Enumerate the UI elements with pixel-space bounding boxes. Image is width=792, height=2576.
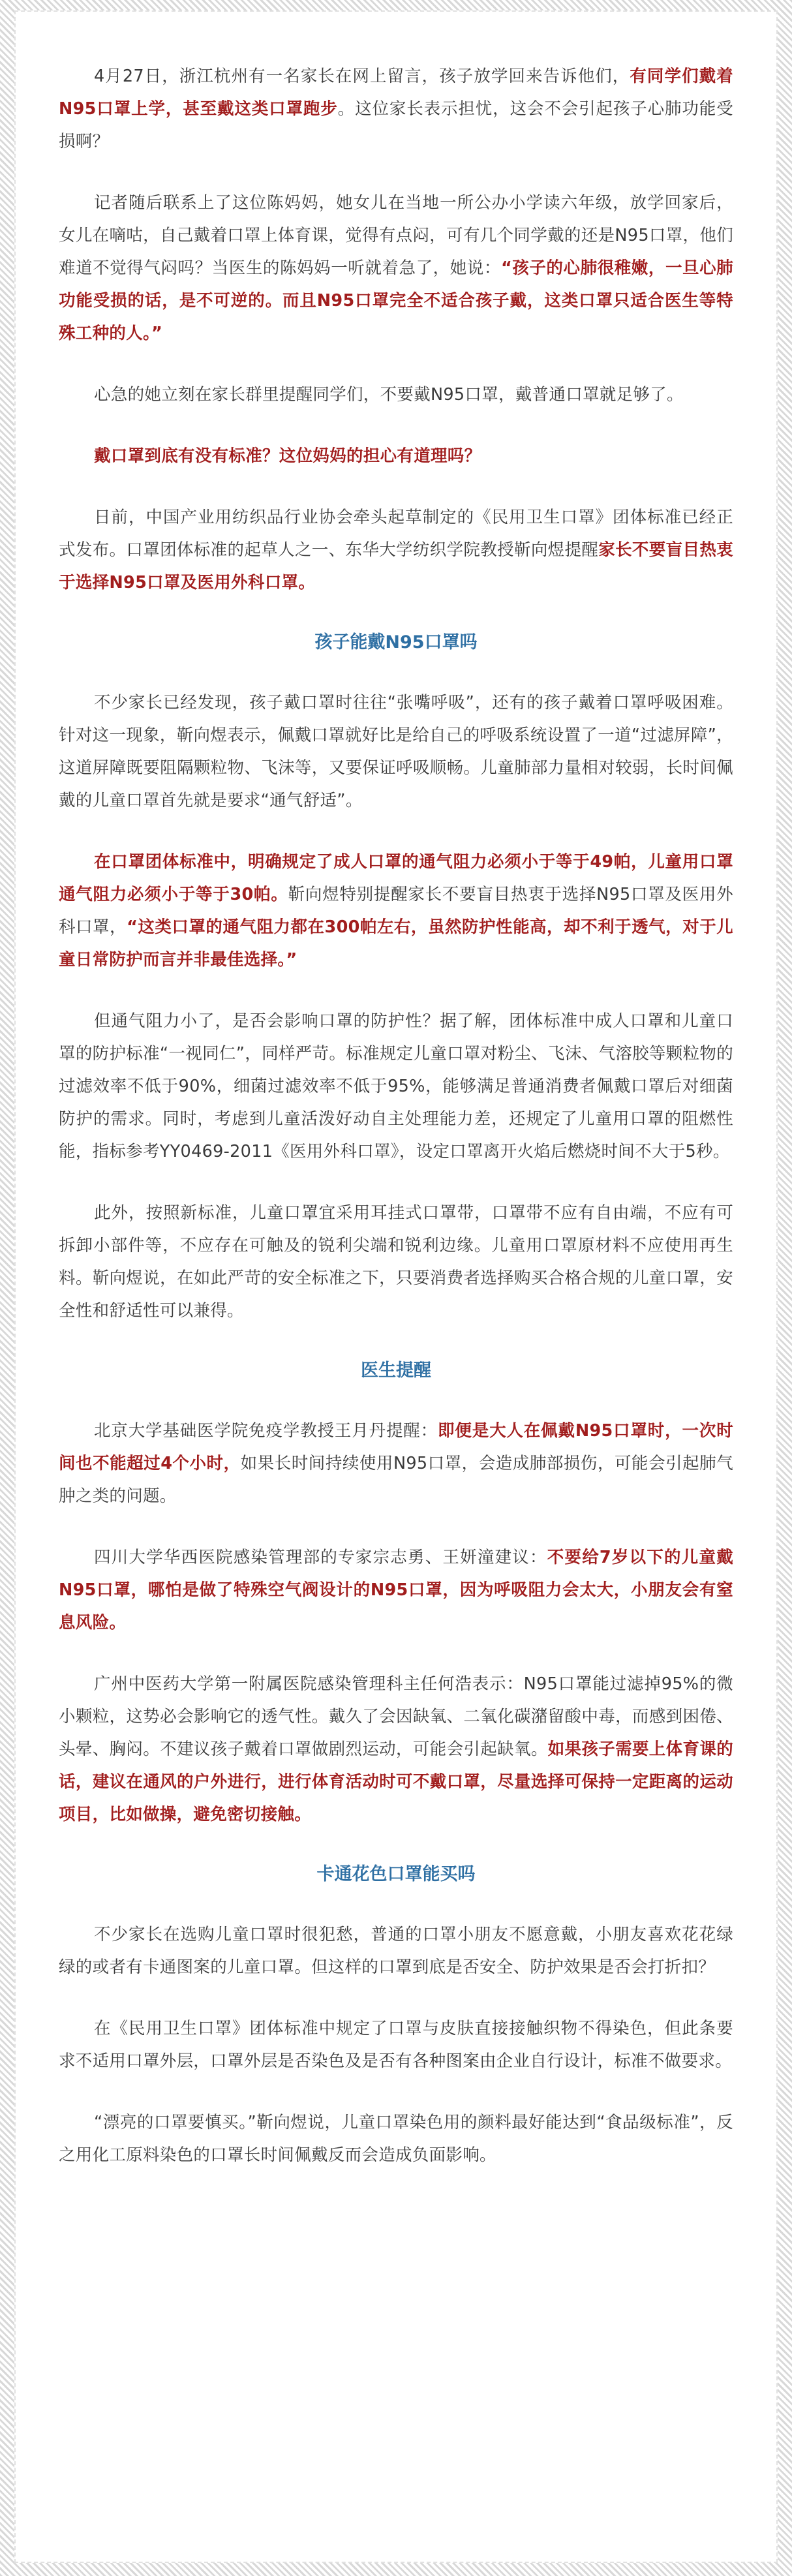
paragraph-15: “漂亮的口罩要慎买。”靳向煜说，儿童口罩染色用的颜料最好能达到“食品级标准”，反之用化工原料染色的口罩长时间佩戴反而会造成负面影响。 xyxy=(59,2113,733,2165)
paragraph-1 xyxy=(59,60,733,158)
paragraph-3: 心急的她立刻在家长群里提醒同学们，不要戴N95口罩，戴普通口罩就足够了。 xyxy=(94,385,684,405)
paragraph-10 xyxy=(59,1415,733,1512)
paragraph-1-emphasis: 有同学们戴着N95口罩上学，甚至戴这类口罩跑步 xyxy=(59,67,733,119)
article-body xyxy=(14,10,778,2563)
paragraph-5 xyxy=(59,501,733,599)
paragraph-14: 在《民用卫生口罩》团体标准中规定了口罩与皮肤直接接触织物不得染色，但此条要求不适用口罩外层，口罩外层是否染色及是否有各种图案由企业自行设计，标准不做要求。 xyxy=(59,2019,733,2071)
paragraph-8: 但通气阻力小了，是否会影响口罩的防护性？据了解，团体标准中成人口罩和儿童口罩的防护标准“一视同仁”，同样严苛。标准规定儿童口罩对粉尘、飞沫、气溶胶等颗粒物的过滤效率不低于90%，细菌过滤效率不低于95%，能够满足普通消费者佩戴口罩后对细菌防护的需求。同时，考虑到儿童活泼好动自主处理能力差，还规定了儿童用口罩的阻燃性能，指标参考YY0469-2011《医用外科口罩》，设定口罩离开火焰后燃烧时间不大于5秒。 xyxy=(59,1011,733,1161)
section-heading-n95: 孩子能戴N95口罩吗 xyxy=(314,632,478,652)
paragraph-13: 不少家长在选购儿童口罩时很犯愁，普通的口罩小朋友不愿意戴，小朋友喜欢花花绿绿的或者有卡通图案的儿童口罩。但这样的口罩到底是否安全、防护效果是否会打折扣？ xyxy=(59,1925,733,1977)
paragraph-1-text: 4月27日，浙江杭州有一名家长在网上留言，孩子放学回来告诉他们， xyxy=(94,67,630,86)
paragraph-2 xyxy=(59,187,733,350)
paragraph-12-emphasis: 如果孩子需要上体育课的话，建议在通风的户外进行，进行体育活动时可不戴口罩，尽量选择可保持一定距离的运动项目，比如做操，避免密切接触。 xyxy=(59,1740,733,1824)
paragraph-2-text: 记者随后联系上了这位陈妈妈，她女儿在当地一所公办小学读六年级，放学回家后，女儿在嘀咕，自己戴着口罩上体育课，觉得有点闷，可有几个同学戴的还是N95口罩，他们难道不觉得气闷吗？当医生的陈妈妈一听就着急了，她说： xyxy=(59,193,733,278)
paragraph-12 xyxy=(59,1668,733,1831)
paragraph-7-emphasis: 在口罩团体标准中，明确规定了成人口罩的通气阻力必须小于等于49帕，儿童用口罩通气阻力必须小于等于30帕。 xyxy=(59,852,733,904)
paragraph-10-tail: 如果长时间持续使用N95口罩，会造成肺部损伤，可能会引起肺气肿之类的问题。 xyxy=(59,1454,734,1506)
paragraph-7-quote: “这类口罩的通气阻力都在300帕左右，虽然防护性能高，却不利于透气，对于儿童日常防护而言并非最佳选择。” xyxy=(59,917,734,970)
paragraph-5-emphasis: 家长不要盲目热衷于选择N95口罩及医用外科口罩。 xyxy=(59,540,733,592)
paragraph-6: 不少家长已经发现，孩子戴口罩时往往“张嘴呼吸”，还有的孩子戴着口罩呼吸困难。针对这一现象，靳向煜表示，佩戴口罩就好比是给自己的呼吸系统设置了一道“过滤屏障”，这道屏障既要阻隔颗粒物、飞沫等，又要保证呼吸顺畅。儿童肺部力量相对较弱，长时间佩戴的儿童口罩首先就是要求“通气舒适”。 xyxy=(59,693,733,810)
paragraph-10-emphasis: 即便是大人在佩戴N95口罩时，一次时间也不能超过4个小时， xyxy=(59,1421,733,1473)
paragraph-11-emphasis: 不要给7岁以下的儿童戴N95口罩，哪怕是做了特殊空气阀设计的N95口罩，因为呼吸阻力会太大，小朋友会有窒息风险。 xyxy=(59,1548,733,1633)
paragraph-5-text: 日前，中国产业用纺织品行业协会牵头起草制定的《民用卫生口罩》团体标准已经正式发布。口罩团体标准的起草人之一、东华大学纺织学院教授靳向煜提醒 xyxy=(59,508,733,560)
paragraph-1-tail: 。这位家长表示担忧，这会不会引起孩子心肺功能受损啊？ xyxy=(59,99,733,151)
section-heading-cartoon-masks: 卡通花色口罩能买吗 xyxy=(316,1864,476,1884)
paragraph-9: 此外，按照新标准，儿童口罩宜采用耳挂式口罩带，口罩带不应有自由端，不应有可拆卸小部件等，不应存在可触及的锐利尖端和锐利边缘。儿童用口罩原材料不应使用再生料。靳向煜说，在如此严苛的安全标准之下，只要消费者选择购买合格合规的儿童口罩，安全性和舒适性可以兼得。 xyxy=(59,1203,733,1321)
paragraph-7-text: 靳向煜特别提醒家长不要盲目热衷于选择N95口罩及医用外科口罩， xyxy=(59,885,734,937)
section-heading-doctor-advice: 医生提醒 xyxy=(361,1360,431,1381)
paragraph-11-text: 四川大学华西医院感染管理部的专家宗志勇、王妍潼建议： xyxy=(94,1548,547,1567)
paragraph-11 xyxy=(59,1541,733,1639)
paragraph-2-quote: “孩子的心肺很稚嫩，一旦心肺功能受损的话，是不可逆的。而且N95口罩完全不适合孩子戴，这类口罩只适合医生等特殊工种的人。” xyxy=(59,258,733,343)
lead-question: 戴口罩到底有没有标准？这位妈妈的担心有道理吗？ xyxy=(94,446,481,466)
paragraph-10-text: 北京大学基础医学院免疫学教授王月丹提醒： xyxy=(94,1421,438,1441)
paragraph-7 xyxy=(59,846,733,976)
paragraph-12-text: 广州中医药大学第一附属医院感染管理科主任何浩表示：N95口罩能过滤掉95%的微小颗粒，这势必会影响它的透气性。戴久了会因缺氧、二氧化碳潴留酸中毒，而感到困倦、头晕、胸闷。不建议孩子戴着口罩做剧烈运动，可能会引起缺氧。 xyxy=(59,1674,733,1759)
